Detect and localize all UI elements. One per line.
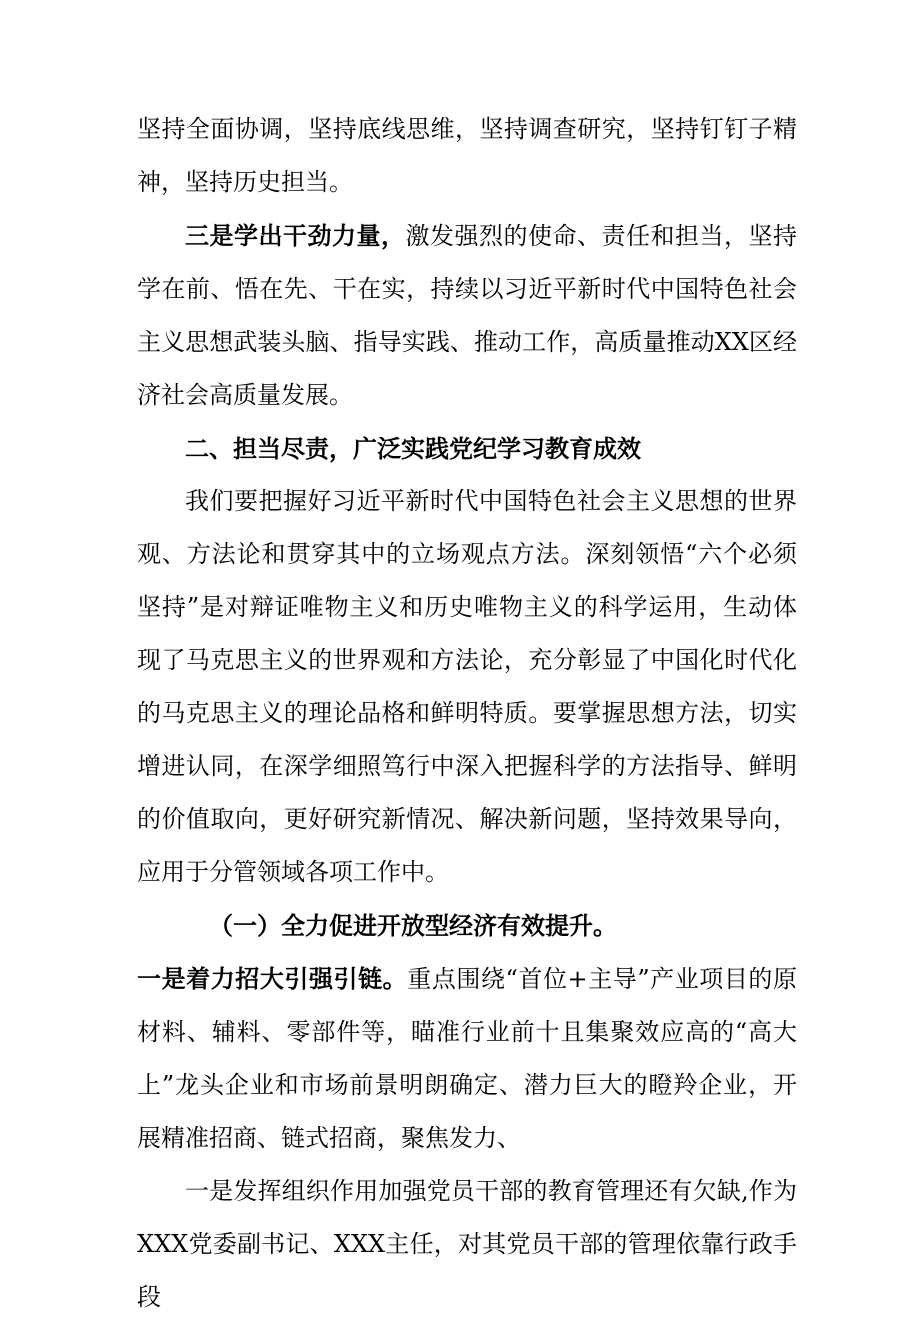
paragraph-1 (137, 103, 797, 209)
paragraph-2 (137, 209, 797, 422)
section-heading-2: 二、担当尽责，广泛实践党纪学习教育成效 (185, 434, 641, 463)
paragraph-1-text: 坚持全面协调，坚持底线思维，坚持调查研究，坚持钉钉子精神，坚持历史担当。 (137, 115, 797, 196)
paragraph-4-text: 重点围绕“首位+主导”产业项目的原材料、辅料、零部件等，瞄准行业前十且集聚效应高的“高大上”龙头企业和市场前景明朗确定、潜力巨大的瞪羚企业，开展精准招商、链式招商，聚焦发力、 (137, 965, 798, 1152)
paragraph-5: 一是发挥组织作用加强党员干部的教育管理还有欠缺,作为XXX党委副书记、XXX主任，对其党员干部的管理依靠行政手段 (137, 1177, 797, 1311)
paragraph-3: 我们要把握好习近平新时代中国特色社会主义思想的世界观、方法论和贯穿其中的立场观点方法。深刻领悟“六个必须坚持”是对辩证唯物主义和历史唯物主义的科学运用，生动体现了马克思主义的世界观和方法论，充分彰显了中国化时代化的马克思主义的理论品格和鲜明特质。要掌握思想方法，切实增进认同，在深学细照笃行中深入把握科学的方法指导、鲜明的价值取向，更好研究新情况、解决新问题，坚持效果导向，应用于分管领域各项工作中。 (137, 487, 797, 886)
subsection-heading-1: （一）全力促进开放型经济有效提升。 (209, 911, 617, 940)
paragraph-4-lead: 一是着力招大引强引链。 (137, 964, 408, 993)
paragraph-4 (137, 952, 797, 1165)
paragraph-2-lead: 三是学出干劲力量， (185, 221, 406, 250)
paragraph-2-text: 激发强烈的使命、责任和担当，坚持学在前、悟在先、干在实，持续以习近平新时代中国特色社会主义思想武装头脑、指导实践、推动工作，高质量推动XX区经济社会高质量发展。 (137, 222, 797, 409)
document-body (137, 103, 797, 1324)
